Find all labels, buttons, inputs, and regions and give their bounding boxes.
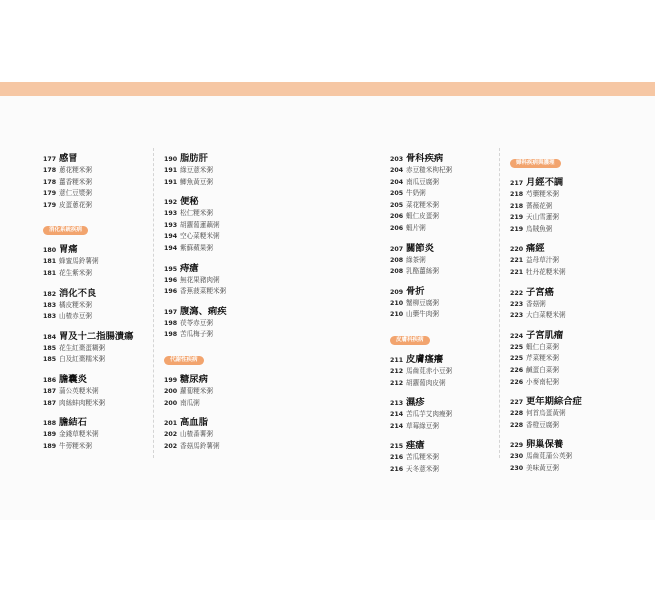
recipe-page-number: 183 <box>43 301 57 309</box>
recipe-name: 空心菜粳米粥 <box>180 232 220 241</box>
recipe-name: 苦瓜粳米粥 <box>406 453 439 462</box>
section-page-number: 180 <box>43 247 57 255</box>
recipe-page-number: 191 <box>164 178 178 186</box>
recipe-page-number: 185 <box>43 344 57 352</box>
recipe-page-number: 219 <box>510 225 524 233</box>
toc-section <box>164 193 284 253</box>
recipe-entry[interactable] <box>390 463 510 475</box>
recipe-entry[interactable] <box>390 365 510 377</box>
recipe-name: 天冬薏米粥 <box>406 464 439 473</box>
recipe-entry[interactable] <box>43 267 163 279</box>
section-heading[interactable] <box>510 174 630 188</box>
recipe-entry[interactable] <box>43 385 163 397</box>
recipe-page-number: 194 <box>164 244 178 252</box>
recipe-entry[interactable] <box>43 342 163 354</box>
section-title: 更年期綜合症 <box>526 396 582 408</box>
section-heading[interactable] <box>164 193 284 207</box>
section-page-number: 217 <box>510 180 524 187</box>
recipe-entry[interactable] <box>164 385 284 397</box>
recipe-name: 薑香粳米粥 <box>59 177 92 186</box>
recipe-entry[interactable] <box>390 377 510 389</box>
section-heading[interactable] <box>43 371 163 385</box>
section-title: 高血脂 <box>180 417 208 429</box>
section-heading[interactable] <box>43 241 163 255</box>
toc-section <box>510 393 630 430</box>
top-color-band <box>0 82 655 96</box>
recipe-name: 草莓綠豆粥 <box>406 421 439 430</box>
recipe-page-number: 218 <box>510 202 524 210</box>
section-page-number: 197 <box>164 308 178 316</box>
recipe-page-number: 212 <box>390 379 404 387</box>
recipe-entry[interactable] <box>390 297 510 309</box>
section-page-number: 215 <box>390 443 404 451</box>
recipe-name: 馬齒莧赤小豆粥 <box>406 366 453 375</box>
recipe-page-number: 210 <box>390 299 404 307</box>
recipe-page-number: 181 <box>43 269 57 277</box>
recipe-entry[interactable] <box>390 420 510 432</box>
section-heading[interactable] <box>164 260 284 274</box>
recipe-page-number: 221 <box>510 268 524 276</box>
recipe-entry[interactable] <box>510 419 630 431</box>
recipe-name: 鹹蛋白菜粥 <box>526 365 559 374</box>
recipe-name: 赤豆糙米枸杞粥 <box>406 166 453 174</box>
recipe-page-number: 226 <box>510 378 524 386</box>
recipe-name: 金錢草粳米粥 <box>59 430 99 439</box>
section-title: 糖尿病 <box>180 373 208 385</box>
section-heading[interactable] <box>164 414 284 428</box>
recipe-entry[interactable] <box>43 199 163 211</box>
recipe-page-number: 206 <box>390 213 404 221</box>
recipe-name: 香菇馬鈴薯粥 <box>180 441 220 450</box>
recipe-entry[interactable] <box>164 219 284 231</box>
recipe-page-number: 218 <box>510 191 524 198</box>
recipe-entry[interactable] <box>390 199 510 211</box>
recipe-entry[interactable] <box>390 176 510 188</box>
section-title: 感冒 <box>59 153 78 164</box>
recipe-name: 香蕉菠菜粳米粥 <box>180 287 227 296</box>
recipe-page-number: 196 <box>164 288 178 296</box>
recipe-page-number: 200 <box>164 387 178 395</box>
recipe-name: 紫蘇蘋果粥 <box>180 243 213 252</box>
toc-section <box>390 351 510 388</box>
recipe-entry[interactable] <box>164 230 284 242</box>
recipe-page-number: 206 <box>390 224 404 232</box>
category-badge: 消化系統疾病 <box>43 226 88 235</box>
recipe-entry[interactable] <box>510 364 630 376</box>
toc-section <box>164 150 284 187</box>
section-heading[interactable] <box>164 150 284 164</box>
recipe-entry[interactable] <box>43 397 163 409</box>
recipe-name: 白及紅棗糯米粥 <box>59 355 106 364</box>
recipe-entry[interactable] <box>510 188 630 200</box>
recipe-entry[interactable] <box>390 164 510 176</box>
recipe-page-number: 187 <box>43 387 57 395</box>
recipe-page-number: 208 <box>390 268 404 276</box>
section-title: 腹瀉、痢疾 <box>180 305 227 317</box>
toc-section <box>390 240 510 277</box>
recipe-entry[interactable] <box>390 451 510 463</box>
recipe-entry[interactable] <box>390 308 510 320</box>
section-title: 消化不良 <box>59 287 97 299</box>
recipe-entry[interactable] <box>43 187 163 199</box>
recipe-page-number: 202 <box>164 442 178 450</box>
recipe-name: 菜花粳米粥 <box>406 200 439 209</box>
recipe-name: 牡丹花粳米粥 <box>526 267 566 276</box>
section-title: 膽囊炎 <box>59 373 87 385</box>
toc-section <box>510 174 630 234</box>
section-title: 脂肪肝 <box>180 153 208 164</box>
recipe-page-number: 193 <box>164 221 178 229</box>
category-badge: 皮膚科疾病 <box>390 336 430 345</box>
recipe-entry[interactable] <box>164 440 284 452</box>
recipe-name: 大白菜粳米粥 <box>526 311 566 320</box>
recipe-name: 松仁粳米粥 <box>180 209 213 218</box>
recipe-name: 薏仁豆漿粥 <box>59 189 92 198</box>
toc-section <box>43 150 163 210</box>
recipe-entry[interactable] <box>390 408 510 420</box>
section-title: 骨科疾病 <box>406 153 444 164</box>
section-page-number: 186 <box>43 376 57 384</box>
recipe-name: 橘皮粳米粥 <box>59 300 92 309</box>
toc-column-2 <box>164 150 284 457</box>
recipe-name: 茯苓赤豆粥 <box>180 318 213 327</box>
recipe-name: 薔薇花粥 <box>526 201 553 210</box>
recipe-page-number: 225 <box>510 343 524 351</box>
recipe-page-number: 214 <box>390 411 404 419</box>
recipe-name: 蟹柳豆腐粥 <box>406 298 439 307</box>
recipe-name: 花生紫米粥 <box>59 268 92 277</box>
toc-section <box>510 284 630 321</box>
recipe-page-number: 210 <box>390 311 404 319</box>
recipe-entry[interactable] <box>43 164 163 176</box>
recipe-name: 益母草汁粥 <box>526 256 559 265</box>
recipe-name: 綠茶粥 <box>406 255 426 264</box>
recipe-name: 花生紅棗蛋糊粥 <box>59 343 106 352</box>
recipe-name: 蝦片粥 <box>406 223 426 232</box>
section-heading[interactable] <box>510 436 630 450</box>
recipe-page-number: 212 <box>390 367 404 375</box>
recipe-entry[interactable] <box>164 242 284 254</box>
section-heading[interactable] <box>510 327 630 341</box>
recipe-entry[interactable] <box>510 211 630 223</box>
recipe-entry[interactable] <box>510 309 630 321</box>
recipe-entry[interactable] <box>510 200 630 212</box>
section-heading[interactable] <box>510 284 630 298</box>
recipe-name: 香菇粥 <box>526 299 546 308</box>
recipe-name: 山楂番薯粥 <box>180 430 213 439</box>
section-heading[interactable] <box>510 240 630 254</box>
section-title: 關節炎 <box>406 242 434 254</box>
recipe-name: 烏賊魚粥 <box>526 224 553 233</box>
section-page-number: 213 <box>390 400 404 408</box>
section-heading[interactable] <box>43 150 163 164</box>
section-page-number: 188 <box>43 420 57 428</box>
recipe-entry[interactable] <box>164 428 284 440</box>
recipe-page-number: 202 <box>164 431 178 439</box>
recipe-entry[interactable] <box>510 450 630 462</box>
recipe-page-number: 214 <box>390 422 404 430</box>
recipe-entry[interactable] <box>510 254 630 266</box>
recipe-name: 無花果豬肉粥 <box>180 275 220 284</box>
recipe-entry[interactable] <box>510 462 630 474</box>
section-heading[interactable] <box>43 285 163 299</box>
recipe-page-number: 178 <box>43 167 57 174</box>
recipe-page-number: 228 <box>510 410 524 418</box>
recipe-name: 肉絲蚌肉粳米粥 <box>59 398 106 407</box>
recipe-entry[interactable] <box>510 298 630 310</box>
section-heading[interactable] <box>43 328 163 342</box>
recipe-name: 馬齒莧蒲公英粥 <box>526 452 573 461</box>
recipe-entry[interactable] <box>510 352 630 364</box>
recipe-page-number: 230 <box>510 464 524 472</box>
recipe-name: 胡蘿蔔蓮藕粥 <box>180 220 220 229</box>
section-page-number: 224 <box>510 332 524 340</box>
section-heading[interactable] <box>390 283 510 297</box>
toc-section <box>390 437 510 474</box>
category-badge: 婦科疾病與護理 <box>510 159 561 168</box>
section-heading[interactable] <box>510 393 630 407</box>
toc-section <box>510 436 630 473</box>
section-page-number: 199 <box>164 376 178 384</box>
recipe-page-number: 178 <box>43 178 57 186</box>
recipe-entry[interactable] <box>164 176 284 188</box>
recipe-page-number: 189 <box>43 431 57 439</box>
recipe-entry[interactable] <box>164 207 284 219</box>
toc-section <box>43 328 163 365</box>
section-heading[interactable] <box>164 371 284 385</box>
recipe-page-number: 194 <box>164 233 178 241</box>
recipe-entry[interactable] <box>510 376 630 388</box>
recipe-entry[interactable] <box>43 353 163 365</box>
section-page-number: 229 <box>510 442 524 450</box>
toc-column-3 <box>390 150 510 481</box>
toc-section <box>43 285 163 322</box>
recipe-page-number: 216 <box>390 454 404 462</box>
recipe-page-number: 225 <box>510 355 524 363</box>
recipe-name: 小麥南杞粥 <box>526 377 559 386</box>
recipe-page-number: 183 <box>43 313 57 321</box>
recipe-page-number: 205 <box>390 190 404 198</box>
recipe-page-number: 185 <box>43 356 57 364</box>
section-page-number: 209 <box>390 288 404 296</box>
toc-section <box>390 150 510 234</box>
section-page-number: 182 <box>43 290 57 298</box>
toc-column-4 <box>510 149 630 480</box>
section-title: 膽結石 <box>59 417 87 429</box>
recipe-entry[interactable] <box>43 440 163 452</box>
category-badge: 代謝性疾病 <box>164 356 204 365</box>
recipe-page-number: 193 <box>164 210 178 218</box>
toc-section <box>43 371 163 408</box>
recipe-name: 蘿蔔粳米粥 <box>180 386 213 395</box>
recipe-entry[interactable] <box>43 310 163 322</box>
section-title: 胃痛 <box>59 244 78 256</box>
recipe-name: 何首烏蛋黃粥 <box>526 409 566 418</box>
recipe-name: 綠豆薏米粥 <box>180 166 213 174</box>
recipe-name: 芹菜粳米粥 <box>526 354 559 363</box>
recipe-name: 牛奶粥 <box>406 189 426 198</box>
recipe-page-number: 196 <box>164 276 178 284</box>
recipe-page-number: 230 <box>510 453 524 461</box>
toc-section <box>164 371 284 408</box>
recipe-name: 蝦仁白菜粥 <box>526 342 559 351</box>
recipe-entry[interactable] <box>390 187 510 199</box>
recipe-name: 芍藥粳米粥 <box>526 190 559 198</box>
recipe-entry[interactable] <box>164 285 284 297</box>
recipe-name: 山藥牛肉粥 <box>406 310 439 319</box>
recipe-entry[interactable] <box>43 255 163 267</box>
recipe-name: 蝦仁皮蛋粥 <box>406 212 439 221</box>
section-title: 子宮肌瘤 <box>526 329 564 341</box>
section-heading[interactable] <box>43 414 163 428</box>
section-page-number: 227 <box>510 399 524 407</box>
recipe-page-number: 198 <box>164 331 178 339</box>
recipe-page-number: 200 <box>164 399 178 407</box>
toc-section <box>164 414 284 451</box>
recipe-page-number: 228 <box>510 421 524 429</box>
recipe-page-number: 179 <box>43 190 57 198</box>
recipe-entry[interactable] <box>43 176 163 188</box>
section-heading[interactable] <box>164 303 284 317</box>
section-title: 痔瘡 <box>180 262 199 274</box>
toc-section <box>390 283 510 320</box>
toc-section <box>43 414 163 451</box>
recipe-entry[interactable] <box>164 328 284 340</box>
section-page-number: 203 <box>390 156 404 163</box>
recipe-entry[interactable] <box>390 265 510 277</box>
recipe-name: 乳酪薑絲粥 <box>406 267 439 276</box>
recipe-entry[interactable] <box>390 210 510 222</box>
toc-section <box>510 240 630 277</box>
recipe-page-number: 204 <box>390 167 404 174</box>
section-title: 月經不調 <box>526 177 564 188</box>
toc-section <box>43 241 163 278</box>
recipe-page-number: 181 <box>43 258 57 266</box>
recipe-name: 苦瓜芋艾肉瘦粥 <box>406 410 453 419</box>
recipe-page-number: 226 <box>510 366 524 374</box>
recipe-name: 鯽魚黃豆粥 <box>180 177 213 186</box>
section-heading[interactable] <box>390 150 510 164</box>
section-heading[interactable] <box>390 240 510 254</box>
recipe-name: 牛蒡粳米粥 <box>59 441 92 450</box>
recipe-page-number: 191 <box>164 167 178 174</box>
recipe-name: 南瓜豆腐粥 <box>406 177 439 186</box>
recipe-page-number: 198 <box>164 319 178 327</box>
section-title: 便秘 <box>180 196 199 208</box>
recipe-name: 天山雪蓮粥 <box>526 213 559 222</box>
toc-column-1 <box>43 150 163 457</box>
recipe-entry[interactable] <box>510 223 630 235</box>
section-title: 子宮癌 <box>526 286 554 298</box>
recipe-page-number: 189 <box>43 442 57 450</box>
recipe-page-number: 187 <box>43 399 57 407</box>
recipe-page-number: 221 <box>510 257 524 265</box>
section-page-number: 220 <box>510 246 524 254</box>
toc-section <box>510 327 630 387</box>
toc-section <box>164 260 284 297</box>
recipe-entry[interactable] <box>43 428 163 440</box>
recipe-entry[interactable] <box>390 222 510 234</box>
recipe-name: 美味黃豆粥 <box>526 463 559 472</box>
recipe-entry[interactable] <box>164 164 284 176</box>
section-heading[interactable] <box>390 437 510 451</box>
recipe-page-number: 223 <box>510 300 524 308</box>
recipe-name: 香橙豆腐粥 <box>526 420 559 429</box>
section-heading[interactable] <box>390 351 510 365</box>
recipe-name: 南瓜粥 <box>180 398 200 407</box>
recipe-name: 皮蛋蔥花粥 <box>59 200 92 209</box>
recipe-name: 蜂蜜馬鈴薯粥 <box>59 257 99 266</box>
recipe-page-number: 216 <box>390 465 404 473</box>
section-title: 卵巢保養 <box>526 439 564 451</box>
section-title: 骨折 <box>406 285 425 297</box>
recipe-entry[interactable] <box>390 254 510 266</box>
recipe-entry[interactable] <box>510 407 630 419</box>
section-page-number: 192 <box>164 199 178 207</box>
section-page-number: 177 <box>43 156 57 163</box>
section-page-number: 190 <box>164 156 178 163</box>
recipe-entry[interactable] <box>164 317 284 329</box>
section-title: 痤瘡 <box>406 440 425 452</box>
section-title: 胃及十二指腸潰瘍 <box>59 330 134 342</box>
section-page-number: 211 <box>390 356 404 364</box>
section-page-number: 195 <box>164 265 178 273</box>
section-page-number: 201 <box>164 420 178 428</box>
section-page-number: 184 <box>43 333 57 341</box>
section-title: 皮膚瘙癢 <box>406 353 444 365</box>
recipe-name: 苦瓜梅子粥 <box>180 330 213 339</box>
toc-section <box>164 303 284 340</box>
toc-section <box>390 394 510 431</box>
section-page-number: 222 <box>510 289 524 297</box>
recipe-name: 山楂赤豆粥 <box>59 312 92 321</box>
recipe-page-number: 204 <box>390 178 404 186</box>
section-heading[interactable] <box>390 394 510 408</box>
section-title: 濕疹 <box>406 397 425 409</box>
section-page-number: 207 <box>390 245 404 253</box>
recipe-entry[interactable] <box>510 341 630 353</box>
recipe-page-number: 219 <box>510 214 524 222</box>
recipe-page-number: 179 <box>43 201 57 209</box>
recipe-page-number: 223 <box>510 312 524 320</box>
recipe-name: 胡蘿蔔肉皮粥 <box>406 378 446 387</box>
recipe-entry[interactable] <box>164 274 284 286</box>
recipe-name: 蒲公英粳米粥 <box>59 386 99 395</box>
recipe-entry[interactable] <box>510 266 630 278</box>
section-title: 痛經 <box>526 243 545 255</box>
recipe-page-number: 208 <box>390 256 404 264</box>
recipe-name: 蔥花粳米粥 <box>59 166 92 174</box>
recipe-page-number: 205 <box>390 201 404 209</box>
recipe-entry[interactable] <box>164 397 284 409</box>
recipe-entry[interactable] <box>43 299 163 311</box>
